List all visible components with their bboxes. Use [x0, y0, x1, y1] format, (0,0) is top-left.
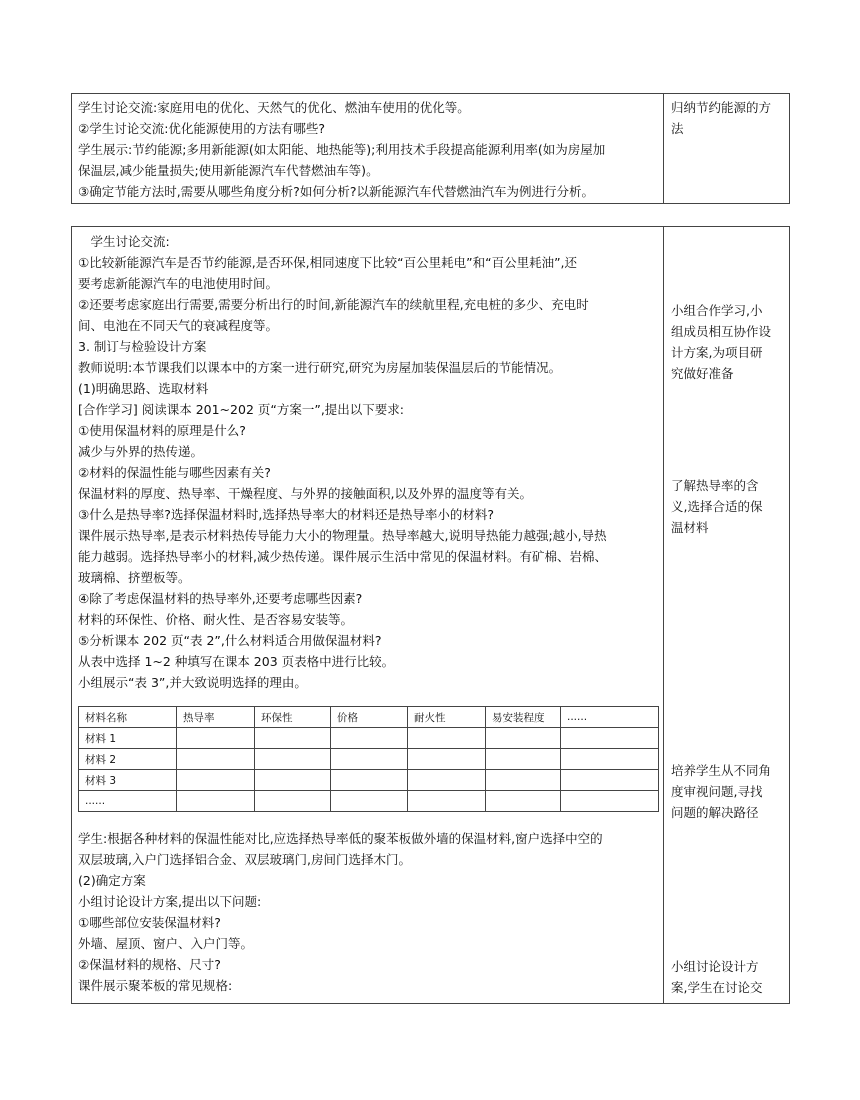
intent-line: 了解热导率的含: [671, 478, 759, 493]
intent-line: 计方案,为项目研: [671, 345, 763, 360]
table-cell: [486, 728, 561, 749]
intent-note-1: [671, 300, 771, 384]
column-divider: [663, 227, 664, 1003]
text-line: ②学生讨论交流:优化能源使用的方法有哪些?: [78, 121, 326, 136]
text-line: 小组讨论设计方案,提出以下问题:: [78, 894, 262, 909]
table-cell: [408, 749, 486, 770]
intent-line: 究做好准备: [671, 366, 734, 381]
text-line: 学生讨论交流:家庭用电的优化、天然气的优化、燃油车使用的优化等。: [78, 100, 470, 115]
text-line: 减少与外界的热传递。: [78, 444, 204, 459]
header-cell: 价格: [331, 707, 408, 728]
text-line: [合作学习] 阅读课本 201~202 页“方案一”,提出以下要求:: [78, 402, 405, 417]
text-line: 外墙、屋顶、窗户、入户门等。: [78, 936, 254, 951]
text-line: 要考虑新能源汽车的电池使用时间。: [78, 276, 279, 291]
table-row: [79, 749, 659, 770]
text-line: 材料的环保性、价格、耐火性、是否容易安装等。: [78, 612, 354, 627]
section-heading: 3. 制订与检验设计方案: [78, 339, 207, 354]
intent-line: 小组讨论设计方: [671, 959, 759, 974]
activity-cell-lower: [78, 828, 603, 996]
header-cell: 材料名称: [79, 707, 177, 728]
table-row: [79, 728, 659, 749]
text-line: 小组展示“表 3”,并大致说明选择的理由。: [78, 675, 307, 690]
table-cell: [177, 749, 255, 770]
column-divider: [663, 94, 664, 203]
table-cell: [561, 770, 659, 791]
intent-note-2: [671, 475, 762, 538]
table-cell: [177, 728, 255, 749]
table-cell: [408, 791, 486, 812]
table-header-row: [79, 707, 659, 728]
intent-line: 小组合作学习,小: [671, 303, 763, 318]
table-cell: [255, 791, 331, 812]
text-line: 学生:根据各种材料的保温性能对比,应选择热导率低的聚苯板做外墙的保温材料,窗户选择中空的: [78, 831, 603, 846]
table-cell: [408, 770, 486, 791]
text-line: 玻璃棉、挤塑板等。: [78, 570, 191, 585]
table-cell: [331, 791, 408, 812]
header-cell: 环保性: [255, 707, 331, 728]
text-line: (2)确定方案: [78, 873, 146, 888]
table-cell: [177, 791, 255, 812]
table-cell: [331, 728, 408, 749]
text-line: 双层玻璃,入户门选择铝合金、双层玻璃门,房间门选择木门。: [78, 852, 411, 867]
intent-line: 案,学生在讨论交: [671, 980, 763, 995]
intent-line: 培养学生从不同角: [671, 763, 772, 778]
table-cell: [331, 749, 408, 770]
table-cell: [486, 770, 561, 791]
table-cell: [561, 791, 659, 812]
table-cell: [255, 728, 331, 749]
activity-cell: [78, 97, 605, 202]
text-line: 保温层,减少能量损失;使用新能源汽车代替燃油车等)。: [78, 163, 379, 178]
intent-note-4: [671, 956, 762, 998]
intent-line: 归纳节约能源的方: [671, 100, 772, 115]
table-cell: ......: [79, 791, 177, 812]
materials-table: [78, 706, 659, 812]
table-cell: [486, 749, 561, 770]
table-cell: 材料 3: [79, 770, 177, 791]
text-line: ④除了考虑保温材料的热导率外,还要考虑哪些因素?: [78, 591, 363, 606]
text-line: 课件展示热导率,是表示材料热传导能力大小的物理量。热导率越大,说明导热能力越强;越小,导热: [78, 528, 607, 543]
text-line: 教师说明:本节课我们以课本中的方案一进行研究,研究为房屋加装保温层后的节能情况。: [78, 360, 562, 375]
header-cell: 耐火性: [408, 707, 486, 728]
header-cell: 热导率: [177, 707, 255, 728]
intent-cell: [671, 97, 771, 139]
table-cell: [177, 770, 255, 791]
intent-line: 问题的解决路径: [671, 805, 759, 820]
text-line: 从表中选择 1~2 种填写在课本 203 页表格中进行比较。: [78, 654, 395, 669]
intent-note-3: [671, 760, 771, 823]
text-line: 学生讨论交流:: [78, 234, 170, 249]
table-cell: [486, 791, 561, 812]
activity-cell-upper: [78, 231, 607, 693]
table-cell: 材料 1: [79, 728, 177, 749]
header-cell: ......: [561, 707, 659, 728]
table-cell: [331, 770, 408, 791]
lesson-table-top: [71, 93, 790, 204]
text-line: ①比较新能源汽车是否节约能源,是否环保,相同速度下比较“百公里耗电”和“百公里耗油”,还: [78, 255, 578, 270]
text-line: 保温材料的厚度、热导率、干燥程度、与外界的接触面积,以及外界的温度等有关。: [78, 486, 532, 501]
text-line: ②还要考虑家庭出行需要,需要分析出行的时间,新能源汽车的续航里程,充电桩的多少、充电时: [78, 297, 589, 312]
text-line: 间、电池在不同天气的衰减程度等。: [78, 318, 279, 333]
text-line: ③确定节能方法时,需要从哪些角度分析?如何分析?以新能源汽车代替燃油汽车为例进行分析。: [78, 184, 594, 199]
intent-line: 温材料: [671, 520, 709, 535]
intent-line: 组成员相互协作设: [671, 324, 772, 339]
table-cell: [561, 749, 659, 770]
lesson-table-main: [71, 226, 790, 1004]
text-line: ②材料的保温性能与哪些因素有关?: [78, 465, 271, 480]
text-line: 能力越弱。选择热导率小的材料,减少热传递。课件展示生活中常见的保温材料。有矿棉、岩棉、: [78, 549, 607, 564]
table-cell: [255, 749, 331, 770]
table-row: [79, 770, 659, 791]
text-line: ②保温材料的规格、尺寸?: [78, 957, 221, 972]
table-cell: 材料 2: [79, 749, 177, 770]
text-line: 课件展示聚苯板的常见规格:: [78, 978, 233, 993]
table-cell: [408, 728, 486, 749]
header-cell: 易安装程度: [486, 707, 561, 728]
text-line: ①使用保温材料的原理是什么?: [78, 423, 246, 438]
intent-line: 法: [671, 121, 684, 136]
table-cell: [561, 728, 659, 749]
intent-line: 度审视问题,寻找: [671, 784, 763, 799]
text-line: ①哪些部位安装保温材料?: [78, 915, 221, 930]
text-line: ③什么是热导率?选择保温材料时,选择热导率大的材料还是热导率小的材料?: [78, 507, 494, 522]
text-line: ⑤分析课本 202 页“表 2”,什么材料适合用做保温材料?: [78, 633, 382, 648]
text-line: (1)明确思路、选取材料: [78, 381, 209, 396]
text-line: 学生展示:节约能源;多用新能源(如太阳能、地热能等);利用技术手段提高能源利用率(如为房屋加: [78, 142, 606, 157]
intent-line: 义,选择合适的保: [671, 499, 763, 514]
table-row: [79, 791, 659, 812]
table-cell: [255, 770, 331, 791]
